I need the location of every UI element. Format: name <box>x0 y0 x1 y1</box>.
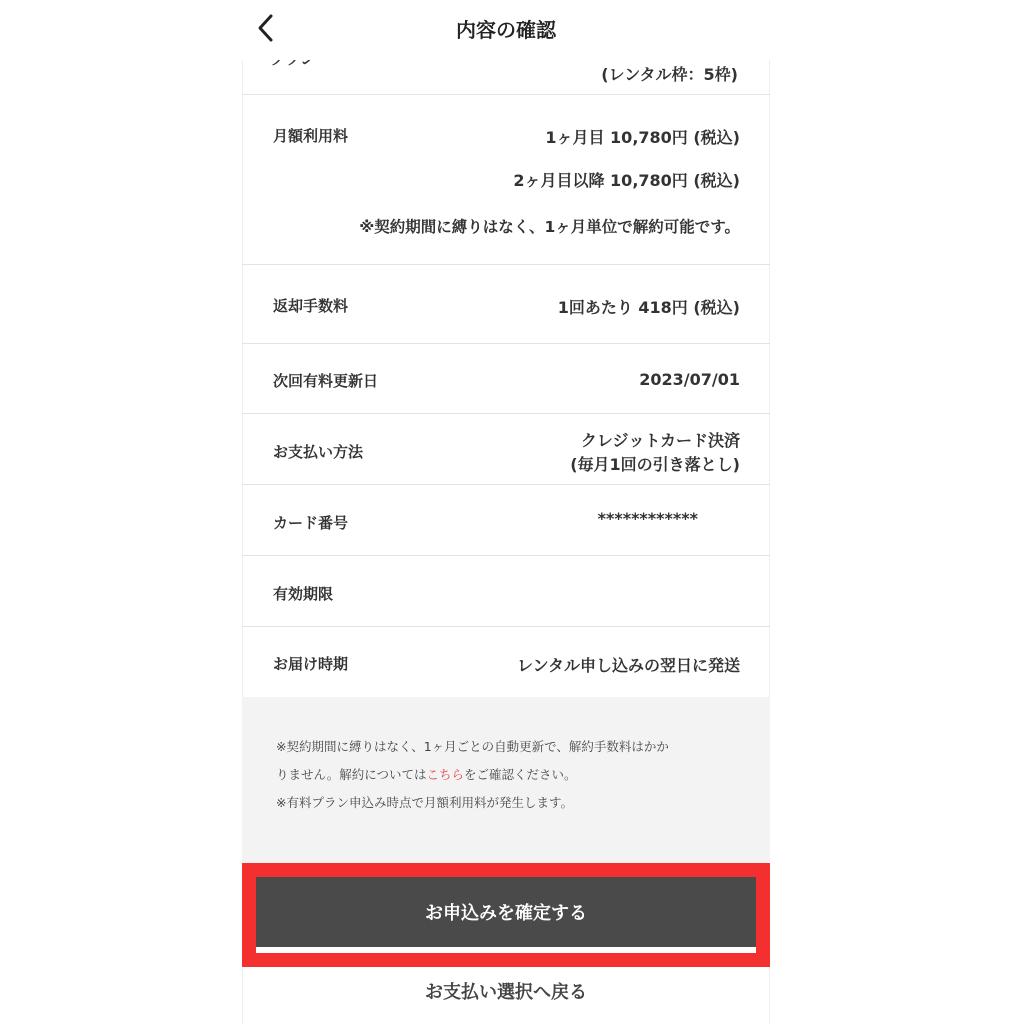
card-number-row <box>242 485 770 556</box>
return-fee-row <box>242 265 770 344</box>
return-fee-value: 1回あたり 418円 (税込) <box>557 298 740 317</box>
notice-line1: ※契約期間に縛りはなく、1ヶ月ごとの自動更新で、解約手数料はかか <box>276 739 669 754</box>
monthly-fee-note: ※契約期間に縛りはなく、1ヶ月単位で解約可能です。 <box>359 218 740 236</box>
payment-method-value-line1: クレジットカード決済 <box>580 431 740 450</box>
confirm-application-button[interactable]: お申込みを確定する <box>256 877 756 950</box>
next-renewal-value: 2023/07/01 <box>639 370 740 389</box>
highlight-frame <box>242 863 770 967</box>
notice-line2 <box>276 761 748 789</box>
card-number-value: ************ <box>597 509 698 528</box>
next-renewal-label: 次回有料更新日 <box>273 372 379 390</box>
confirmation-screen <box>242 0 770 1024</box>
monthly-fee-row <box>242 95 770 265</box>
payment-method-row <box>242 414 770 485</box>
page-title: 内容の確認 <box>456 18 556 42</box>
notice-line2-post: をご確認ください。 <box>464 767 577 782</box>
delivery-row <box>242 627 770 697</box>
payment-method-label: お支払い方法 <box>273 443 364 461</box>
return-fee-label: 返却手数料 <box>273 297 349 315</box>
delivery-label: お届け時期 <box>273 655 349 673</box>
notice-box <box>242 697 770 863</box>
monthly-fee-label: 月額利用料 <box>273 127 349 145</box>
back-to-payment-button[interactable]: お支払い選択へ戻る <box>425 982 587 1003</box>
payment-method-value-line2: (毎月1回の引き落とし) <box>570 455 740 474</box>
plan-value: (レンタル枠：5枠) <box>601 65 738 84</box>
delivery-value: レンタル申し込みの翌日に発送 <box>517 656 740 675</box>
notice-line3: ※有料プラン申込み時点で月額利用料が発生します。 <box>276 795 573 810</box>
expiry-label: 有効期限 <box>273 585 334 603</box>
card-number-label: カード番号 <box>273 514 349 532</box>
monthly-fee-following-months: 2ヶ月目以降 10,780円 (税込) <box>513 171 740 190</box>
confirm-area <box>242 863 770 967</box>
cancellation-info-link[interactable]: こちら <box>426 767 465 782</box>
notice-line2-pre: りません。解約については <box>276 767 427 782</box>
next-renewal-row <box>242 344 770 414</box>
monthly-fee-first-month: 1ヶ月目 10,780円 (税込) <box>545 128 740 147</box>
top-bar <box>242 0 770 60</box>
expiry-row <box>242 556 770 627</box>
